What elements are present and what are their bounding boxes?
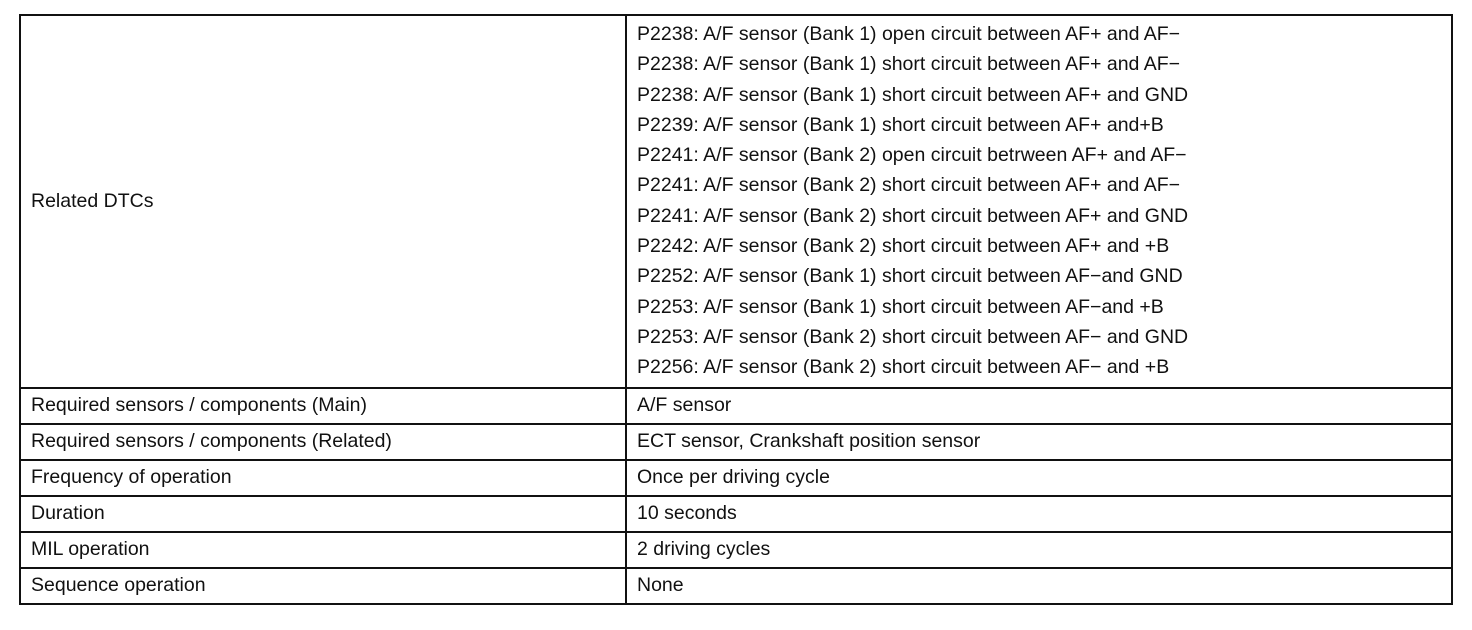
label-cell: Duration bbox=[20, 496, 626, 532]
label-cell: Required sensors / components (Related) bbox=[20, 424, 626, 460]
label-cell: Required sensors / components (Main) bbox=[20, 388, 626, 424]
dtc-line: P2253: A/F sensor (Bank 2) short circuit between AF− and GND bbox=[637, 325, 1189, 348]
label-cell: Sequence operation bbox=[20, 568, 626, 604]
table-row-sequence-operation bbox=[20, 568, 1452, 604]
dtc-line: P2242: A/F sensor (Bank 2) short circuit between AF+ and +B bbox=[637, 235, 1170, 258]
value-cell: Once per driving cycle bbox=[626, 460, 1452, 496]
dtc-line: P2241: A/F sensor (Bank 2) short circuit between AF+ and GND bbox=[637, 204, 1189, 227]
value-cell: 2 driving cycles bbox=[626, 532, 1452, 568]
dtc-line: P2239: A/F sensor (Bank 1) short circuit between AF+ and+B bbox=[637, 113, 1164, 136]
value-cell: None bbox=[626, 568, 1452, 604]
dtc-line: P2241: A/F sensor (Bank 2) short circuit between AF+ and AF− bbox=[637, 174, 1181, 197]
dtc-line: P2252: A/F sensor (Bank 1) short circuit between AF−and GND bbox=[637, 265, 1183, 288]
label-cell: MIL operation bbox=[20, 532, 626, 568]
table-row-duration bbox=[20, 496, 1452, 532]
table-row-required-main bbox=[20, 388, 1452, 424]
value-cell: 10 seconds bbox=[626, 496, 1452, 532]
dtc-line: P2256: A/F sensor (Bank 2) short circuit between AF− and +B bbox=[637, 356, 1170, 379]
table-row-frequency bbox=[20, 460, 1452, 496]
label-cell: Related DTCs bbox=[20, 15, 626, 388]
dtc-line: P2253: A/F sensor (Bank 1) short circuit between AF−and +B bbox=[637, 295, 1164, 318]
value-cell: ECT sensor, Crankshaft position sensor bbox=[626, 424, 1452, 460]
dtc-line: P2238: A/F sensor (Bank 1) open circuit between AF+ and AF− bbox=[637, 23, 1181, 45]
value-cell: A/F sensor bbox=[626, 388, 1452, 424]
monitor-spec-table bbox=[19, 14, 1453, 605]
table-row-mil-operation bbox=[20, 532, 1452, 568]
label-cell: Frequency of operation bbox=[20, 460, 626, 496]
dtc-line: P2241: A/F sensor (Bank 2) open circuit betrween AF+ and AF− bbox=[637, 144, 1187, 167]
dtc-line: P2238: A/F sensor (Bank 1) short circuit between AF+ and AF− bbox=[637, 53, 1181, 76]
dtc-list-cell bbox=[626, 15, 1452, 388]
table-row-required-related bbox=[20, 424, 1452, 460]
table-row-related-dtcs bbox=[20, 15, 1452, 388]
dtc-line: P2238: A/F sensor (Bank 1) short circuit between AF+ and GND bbox=[637, 83, 1189, 106]
